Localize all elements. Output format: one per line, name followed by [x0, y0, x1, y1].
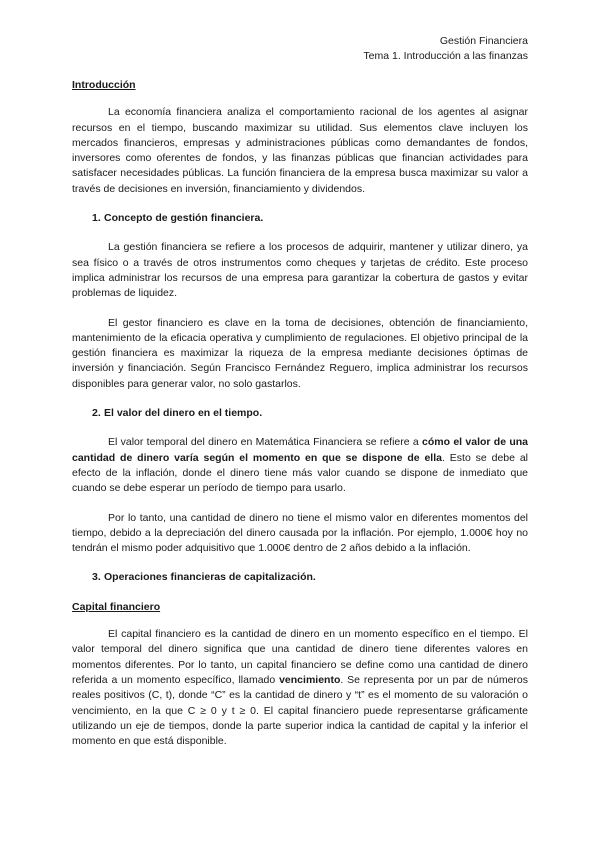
intro-heading: Introducción: [72, 79, 136, 91]
document-body: [72, 78, 528, 763]
section-3-number: 3.: [92, 571, 101, 584]
section-1-number: 1.: [92, 212, 101, 225]
section-1-paragraph-2: El gestor financiero es clave en la toma de decisiones, obtención de financiamiento, mantenimiento de la eficacia operativa y cumplimiento de regulaciones. El objetivo principal de la gestión financiera es maximizar la riqueza de la empresa mediante decisiones óptimas de inversión y financiación. Según Francisco Fernández Reguero, implica administrar los recursos disponibles para generar valor, no solo gastarlos.: [72, 316, 528, 390]
capital-bold-term: vencimiento: [279, 673, 341, 686]
section-1-heading: [72, 211, 528, 226]
header-subtitle: Tema 1. Introducción a las finanzas: [363, 50, 528, 62]
page-header: [363, 34, 528, 64]
capital-text-a: El capital financiero es la cantidad de dinero en un momento específico en el tiempo. El valor temporal del dinero significa que una cantidad de dinero tiene diferentes valores en momentos diferentes. Por lo tanto, un capital financiero se define como una cantidad de dinero referida a un momento específico, llamado: [72, 628, 528, 686]
capital-heading: Capital financiero: [72, 600, 161, 613]
section-3-title: Operaciones financieras de capitalización.: [104, 571, 316, 584]
section-1-paragraph-1: La gestión financiera se refiere a los procesos de adquirir, mantener y utilizar dinero, ya sea físico o a través de otros instrumentos como cheques y tarjetas de crédito. Este proceso implica administrar los recursos de una empresa para garantizar la cobertura de gastos y evitar problemas de liquidez.: [72, 241, 528, 300]
section-2-title: El valor del dinero en el tiempo.: [104, 407, 263, 420]
section-2-p1-bold: cómo el valor de una cantidad de dinero varía según el momento en que se dispone de ella: [72, 436, 528, 464]
section-2-p1-text-b: . Esto se debe al efecto de la inflación, donde el dinero tiene más valor cuando se dispone de inmediato que cuando se debe esperar un período de tiempo para usarlo.: [72, 451, 528, 495]
section-2-paragraph-2: Por lo tanto, una cantidad de dinero no tiene el mismo valor en diferentes momentos del tiempo, debido a la depreciación del dinero causada por la inflación. Por ejemplo, 1.000€ hoy no tendrán el mismo poder adquisitivo que 1.000€ dentro de 2 años debido a la inflación.: [72, 511, 528, 555]
section-2-p1-text-a: El valor temporal del dinero en Matemática Financiera se refiere a: [108, 436, 423, 449]
section-2-number: 2.: [92, 407, 101, 420]
section-2-heading: [72, 406, 528, 421]
intro-paragraph: La economía financiera analiza el comportamiento racional de los agentes al asignar recursos en el tiempo, buscando maximizar su utilidad. Sus elementos clave incluyen los mercados financieros, empresas y administraciones públicas como demandantes de fondos, inversores como oferentes de fondos, y las finanzas públicas que financian actividades para satisfacer necesidades públicas. La función financiera de la empresa busca maximizar su valor a través de decisiones en inversión, financiamiento y dividendos.: [72, 106, 528, 195]
capital-paragraph: [72, 627, 528, 749]
header-title: Gestión Financiera: [439, 35, 528, 47]
section-1-title: Concepto de gestión financiera.: [104, 212, 264, 225]
capital-text-b: . Se representa por un par de números reales positivos (C, t), donde “C” es la cantidad de dinero y “t” es el momento de su valoración o vencimiento, en la que C ≥ 0 y t ≥ 0. El capital financiero puede representarse gráficamente utilizando un eje de tiempos, donde la parte superior indica la cantidad de capital y la inferior el momento en que está disponible.: [72, 673, 528, 748]
section-3-heading: [72, 570, 528, 585]
section-2-paragraph-1: [72, 435, 528, 496]
